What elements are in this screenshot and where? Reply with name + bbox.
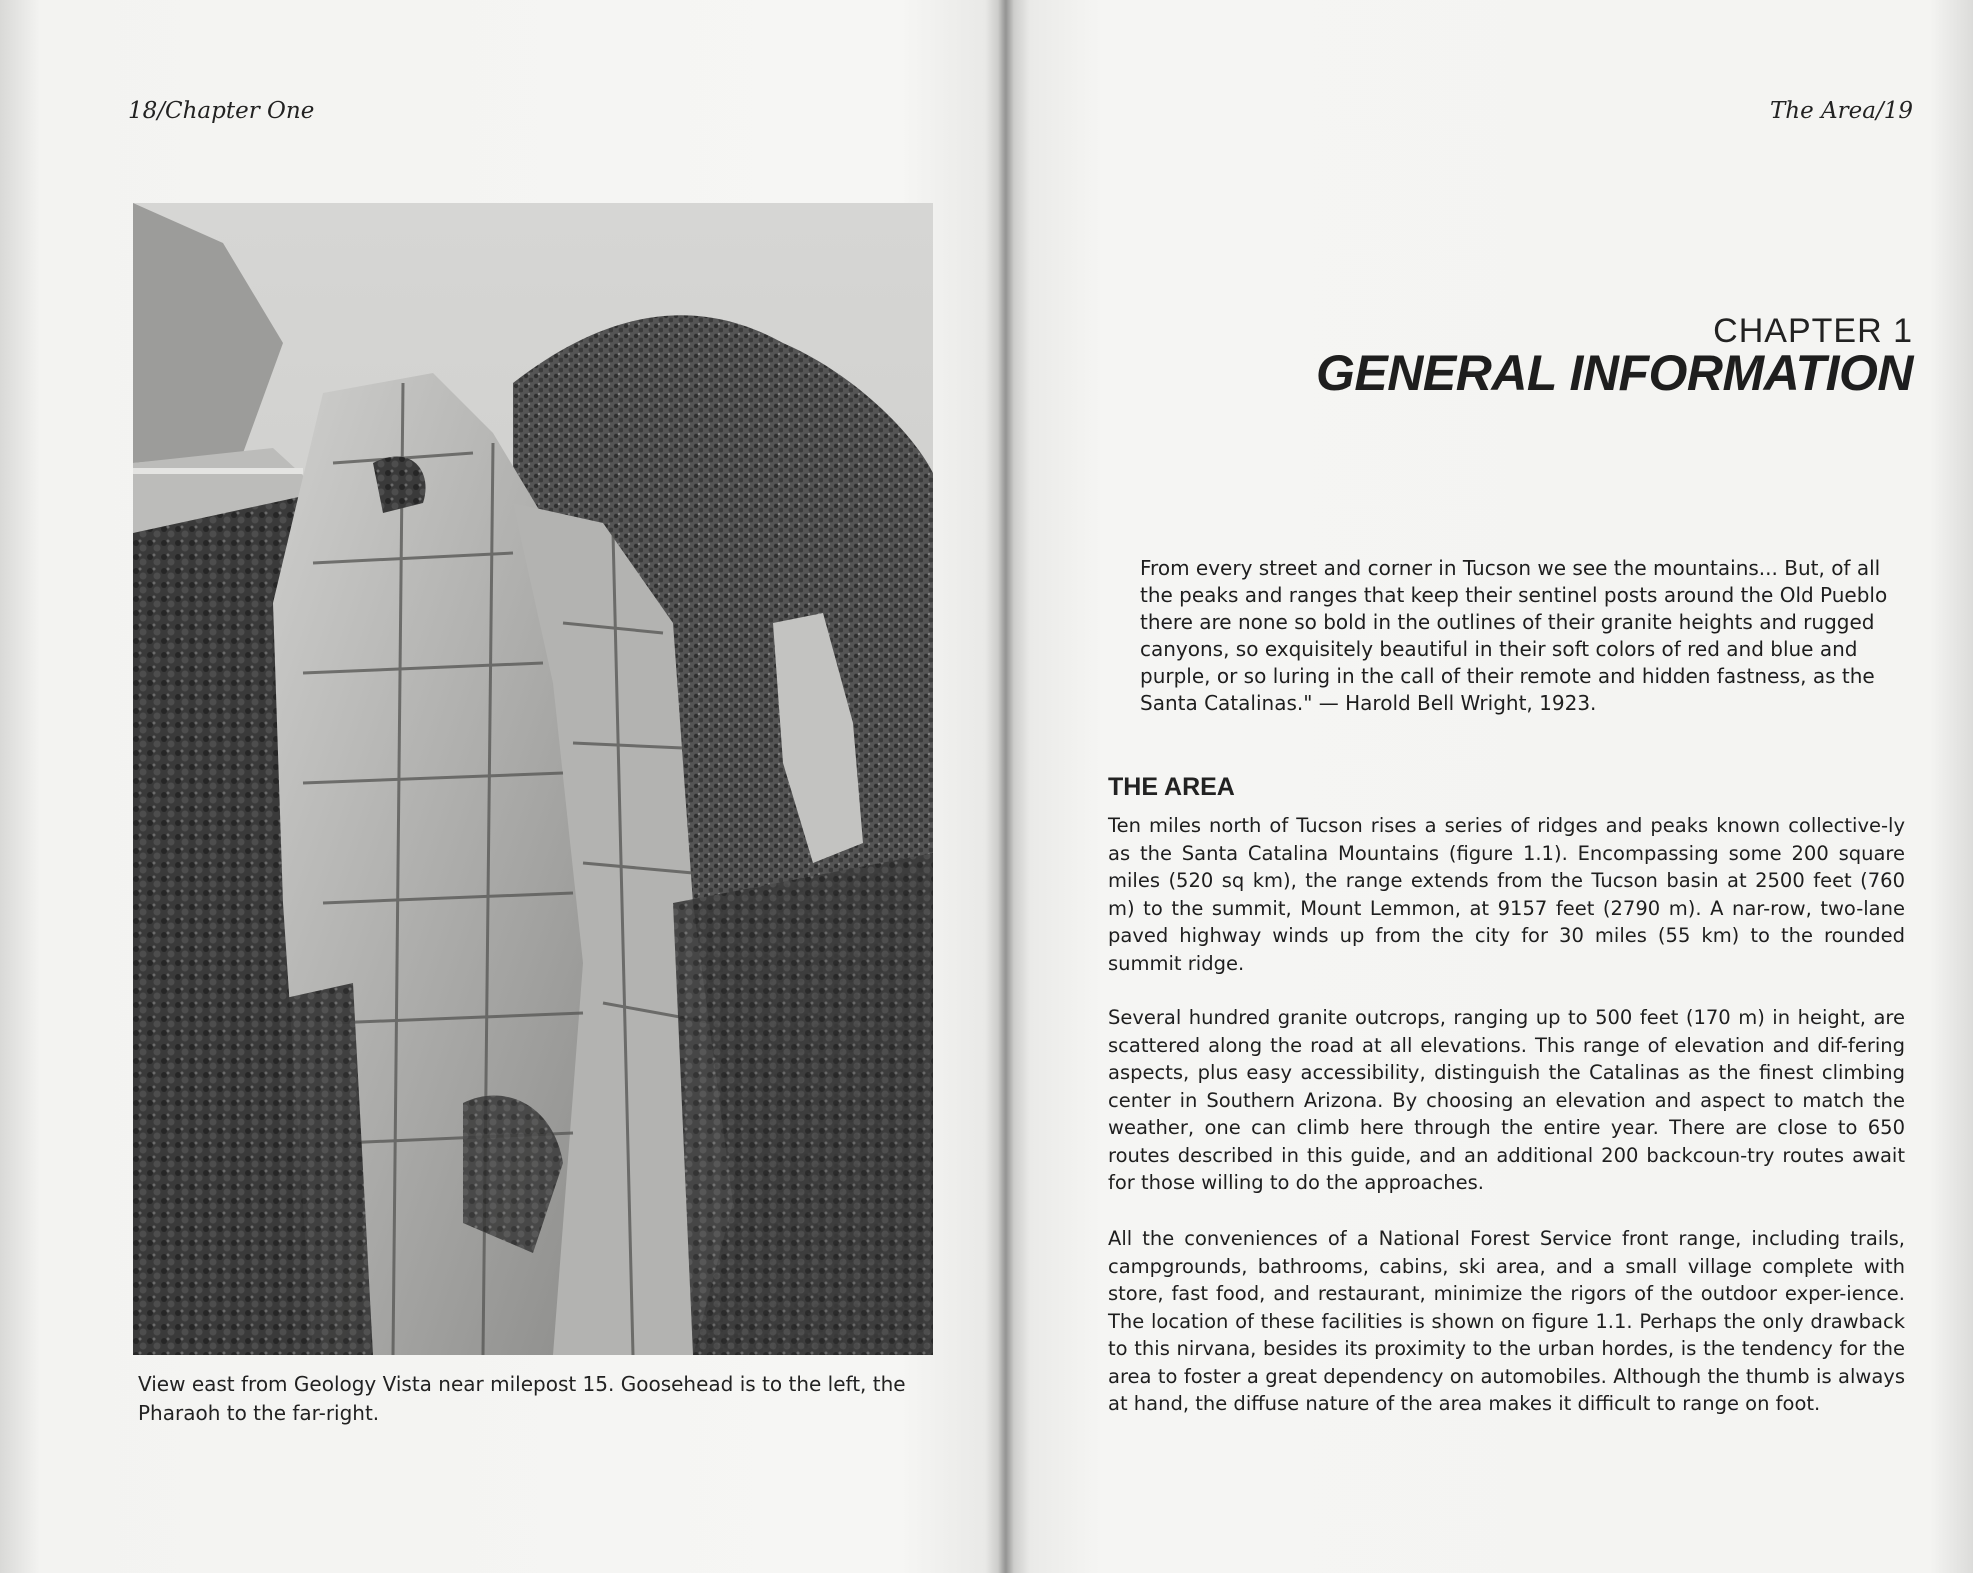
running-head-right: The Area/19 [1769, 98, 1913, 124]
photo-rock-formations-icon [133, 203, 933, 1355]
photo-caption: View east from Geology Vista near milepost 15. Goosehead is to the left, the Pharaoh to the far-right. [138, 1372, 906, 1425]
rock-formation-photo [133, 203, 933, 1355]
body-paragraph: Ten miles north of Tucson rises a series of ridges and peaks known collective-ly as the Santa Catalina Mountains (figure 1.1). Encompassing some 200 square miles (520 sq km), the range extends from the Tucson basin at 2500 feet (760 m) to the summit, Mount Lemmon, at 9157 feet (2790 m). A nar-row, two-lane paved highway winds up from the city for 30 miles (55 km) to the rounded summit ridge. [1108, 814, 1905, 975]
running-head-left: 18/Chapter One [128, 98, 315, 124]
body-paragraph: All the conveniences of a National Forest Service front range, including trails, campgrounds, bathrooms, cabins, ski area, and a small village complete with store, fast food, and restaurant, minimize the rigors of the outdoor exper-ience. The location of these facilities is shown on figure 1.1. Perhaps the only drawback to this nirvana, besides its proximity to the urban hordes, is the tendency for the area to foster a great dependency on automobiles. Although the thumb is always at hand, the diffuse nature of the area makes it difficult to range on foot. [1108, 1227, 1905, 1415]
body-paragraph: Several hundred granite outcrops, ranging up to 500 feet (170 m) in height, are scattered along the road at all elevations. This range of elevation and dif-fering aspects, plus easy accessibility, distinguish the Catalinas as the finest climbing center in Southern Arizona. By choosing an elevation and aspect to match the weather, one can climb here through the entire year. There are close to 650 routes described in this guide, and an additional 200 backcoun-try routes await for those willing to do the approaches. [1108, 1006, 1905, 1194]
section-heading: THE AREA [1108, 773, 1235, 801]
chapter-label: CHAPTER 1 [1713, 312, 1913, 350]
chapter-title: GENERAL INFORMATION [1316, 345, 1913, 401]
epigraph-quote: From every street and corner in Tucson we see the mountains... But, of all the peaks and ranges that keep their sentinel posts around the Old Pueblo there are none so bold in the outlines of their granite heights and rugged canyons, so exquisitely beautiful in their soft colors of red and blue and purple, or so luring in the call of their remote and hidden fastness, as the Santa Catalinas." — Harold Bell Wright, 1923. [1140, 556, 1888, 715]
right-page [1008, 0, 1973, 1573]
